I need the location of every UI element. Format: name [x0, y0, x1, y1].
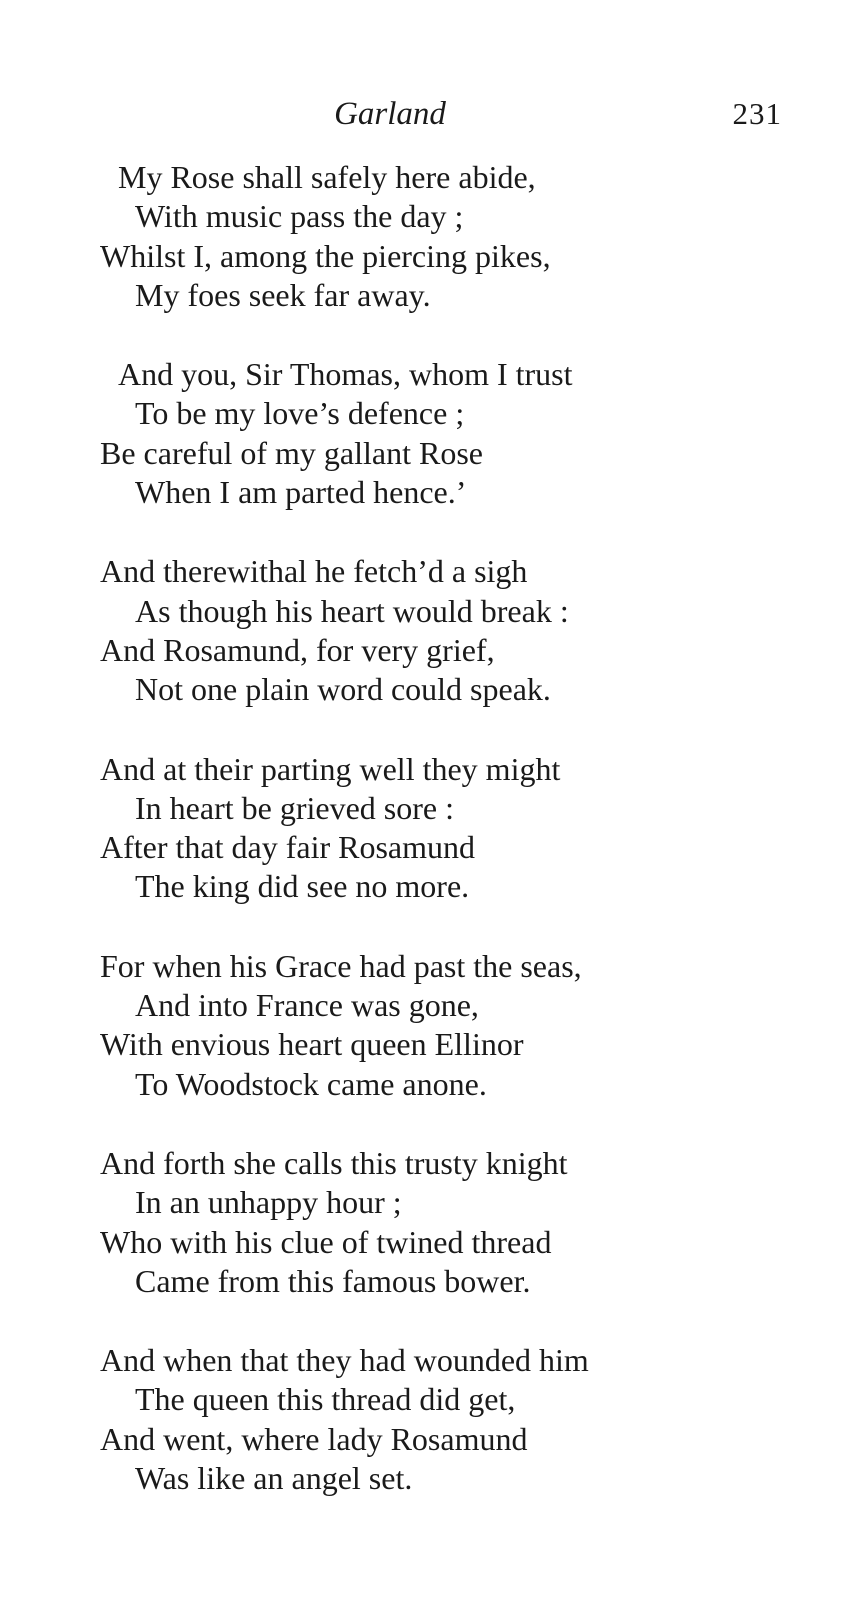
stanza — [100, 947, 820, 1104]
stanza — [100, 750, 820, 907]
verse-line: To be my love’s defence ; — [135, 395, 465, 432]
verse-line: My foes seek far away. — [135, 276, 431, 313]
stanza — [100, 355, 820, 512]
verse-line: When I am parted hence.’ — [135, 474, 467, 511]
verse-line: And when that they had wounded him — [100, 1342, 589, 1379]
verse-line: After that day fair Rosamund — [100, 829, 475, 866]
running-head — [0, 92, 850, 136]
verse-line: As though his heart would break : — [135, 592, 569, 629]
stanza — [100, 158, 820, 315]
poem-body — [100, 158, 820, 1538]
verse-line: Who with his clue of twined thread — [100, 1223, 552, 1260]
verse-line: And into France was gone, — [135, 987, 479, 1024]
verse-line: My Rose shall safely here abide, — [118, 159, 536, 195]
verse-line: Whilst I, among the piercing pikes, — [100, 237, 551, 274]
stanza — [100, 1341, 820, 1498]
verse-line: And you, Sir Thomas, whom I trust — [118, 356, 573, 393]
verse-line: Came from this famous bower. — [135, 1262, 531, 1299]
verse-line: Be careful of my gallant Rose — [100, 434, 483, 471]
verse-line: For when his Grace had past the seas, — [100, 947, 582, 984]
verse-line: In an unhappy hour ; — [135, 1184, 402, 1221]
verse-line: The king did see no more. — [135, 868, 470, 905]
running-title: Garland — [334, 96, 446, 132]
stanza — [100, 552, 820, 709]
stanza — [100, 1144, 820, 1301]
verse-line: To Woodstock came anone. — [135, 1065, 487, 1102]
verse-line: With envious heart queen Ellinor — [100, 1026, 524, 1063]
verse-line: And at their parting well they might — [100, 750, 561, 787]
verse-line: And went, where lady Rosamund — [100, 1420, 528, 1457]
page-number: 231 — [732, 96, 782, 131]
verse-line: The queen this thread did get, — [135, 1381, 516, 1418]
verse-line: Was like an angel set. — [135, 1460, 413, 1497]
verse-line: With music pass the day ; — [135, 198, 464, 235]
verse-line: And Rosamund, for very grief, — [100, 631, 495, 668]
verse-line: In heart be grieved sore : — [135, 789, 454, 826]
verse-line: And forth she calls this trusty knight — [100, 1144, 568, 1181]
verse-line: And therewithal he fetch’d a sigh — [100, 553, 528, 590]
verse-line: Not one plain word could speak. — [135, 671, 551, 708]
